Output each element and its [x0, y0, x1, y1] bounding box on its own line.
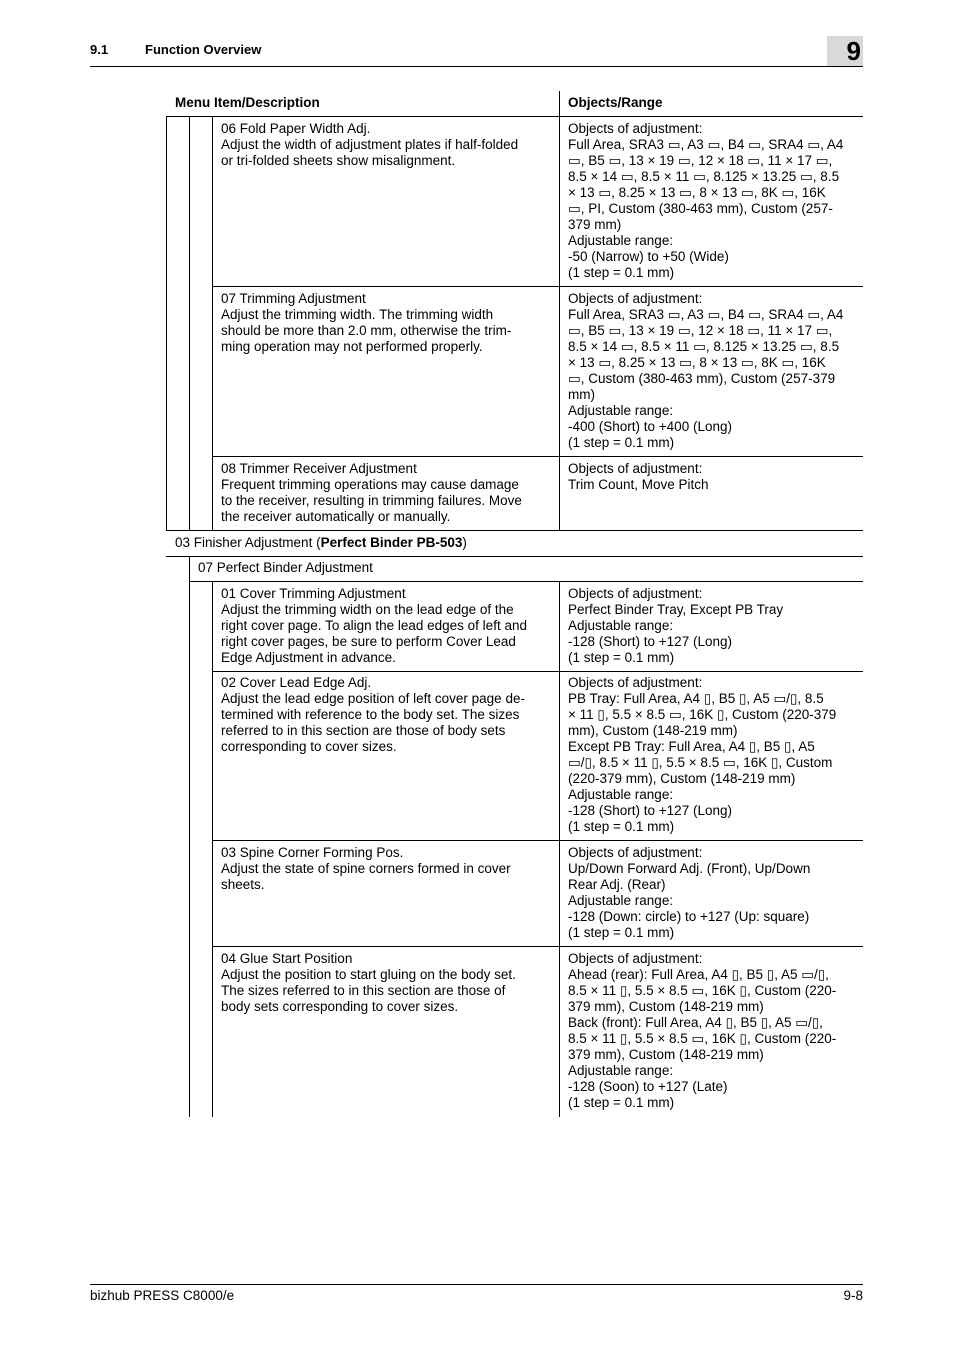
table-row-title: 03 Spine Corner Forming Pos.	[221, 845, 404, 860]
table-row-title: 08 Trimmer Receiver Adjustment	[221, 461, 417, 476]
chapter-badge: 9	[827, 36, 863, 66]
row-divider	[212, 946, 863, 947]
page-footer	[90, 1284, 863, 1315]
row-divider	[212, 840, 863, 841]
table-row-description: Adjust the position to start gluing on the body set. The sizes referred to in this section are those of body sets corresponding to cover sizes.	[221, 967, 516, 1014]
finisher-adjustment-label	[175, 535, 467, 551]
page-header	[90, 36, 863, 67]
column-divider-bottom	[559, 581, 560, 1117]
table-row-objects: Objects of adjustment: Up/Down Forward Adj. (Front), Up/Down Rear Adj. (Rear) Adjustable range: -128 (Down: circle) to +127 (Up: square) (1 step = 0.1 mm)	[568, 845, 811, 940]
table-row-title: 04 Glue Start Position	[221, 951, 353, 966]
table-row-objects: Objects of adjustment: Full Area, SRA3 ▭, A3 ▭, B4 ▭, SRA4 ▭, A4 ▭, B5 ▭, 13 × 19 ▭, 12 × 18 ▭, 11 × 17 ▭, 8.5 × 14 ▭, 8.5 × 11 ▭, 8.125 × 13.25 ▭, 8.5 × 13 ▭, 8.25 × 13 ▭, 8 × 13 ▭, 8K ▭, 16K ▭, Custom (380-463 mm), Custom (257-379 mm) Adjustable range: -400 (Short) to +400 (Long) (1 step = 0.1 mm)	[568, 291, 844, 450]
indent-line-a3	[212, 117, 213, 531]
perfect-binder-adjustment-label: 07 Perfect Binder Adjustment	[198, 560, 373, 575]
table-row-title: 06 Fold Paper Width Adj.	[221, 121, 371, 136]
table-row-title: 01 Cover Trimming Adjustment	[221, 586, 406, 601]
col-header-objects-range: Objects/Range	[568, 95, 663, 110]
row-divider	[212, 456, 863, 457]
col-header-menu-item: Menu Item/Description	[175, 95, 320, 110]
table-row-description: Adjust the trimming width on the lead edge of the right cover page. To align the lead edges of left and right cover pages, be sure to perform Cover Lead Edge Adjustment in advance.	[221, 602, 527, 665]
table-row-title: 07 Trimming Adjustment	[221, 291, 366, 306]
product-name: bizhub PRESS C8000/e	[90, 1288, 235, 1303]
indent-line-a1	[166, 117, 167, 531]
row-divider	[166, 530, 863, 531]
table-header-row	[166, 91, 863, 117]
row-divider	[166, 556, 863, 557]
finisher-label-prefix: 03 Finisher Adjustment (	[175, 535, 321, 550]
table-row-description: Frequent trimming operations may cause damage to the receiver, resulting in trimming failures. Move the receiver automatically or manually.	[221, 477, 522, 524]
row-divider	[189, 581, 863, 582]
table-row-description: Adjust the state of spine corners formed in cover sheets.	[221, 861, 511, 892]
table-row-objects: Objects of adjustment: PB Tray: Full Area, A4 ▯, B5 ▯, A5 ▭/▯, 8.5 × 11 ▯, 5.5 × 8.5 ▭, 16K ▯, Custom (220-379 mm), Custom (148-219 mm) Except PB Tray: Full Area, A4 ▯, B5 ▯, A5 ▭/▯, 8.5 × 11 ▯, 5.5 × 8.5 ▭, 16K ▯, Custom (220-379 mm), Custom (148-219 mm) Adjustable range: -128 (Short) to +127 (Long) (1 step = 0.1 mm)	[568, 675, 837, 834]
table-row-description: Adjust the lead edge position of left cover page de- termined with reference to the body set. The sizes referred to in this section are those of body sets corresponding to cover sizes.	[221, 691, 525, 754]
table-row-description: Adjust the trimming width. The trimming width should be more than 2.0 mm, otherwise the trim- ming operation may not performed properly.	[221, 307, 512, 354]
table-row-objects: Objects of adjustment: Perfect Binder Tray, Except PB Tray Adjustable range: -128 (Short) to +127 (Long) (1 step = 0.1 mm)	[568, 586, 784, 665]
section-title: Function Overview	[145, 42, 262, 57]
finisher-label-model: Perfect Binder PB-503	[320, 535, 463, 550]
section-number: 9.1	[90, 42, 109, 57]
table-row-objects: Objects of adjustment: Trim Count, Move Pitch	[568, 461, 709, 492]
indent-line-a2	[189, 117, 190, 531]
column-divider-top	[559, 91, 560, 531]
row-divider	[212, 286, 863, 287]
table-row-objects: Objects of adjustment: Full Area, SRA3 ▭, A3 ▭, B4 ▭, SRA4 ▭, A4 ▭, B5 ▭, 13 × 19 ▭, 12 × 18 ▭, 11 × 17 ▭, 8.5 × 14 ▭, 8.5 × 11 ▭, 8.125 × 13.25 ▭, 8.5 × 13 ▭, 8.25 × 13 ▭, 8 × 13 ▭, 8K ▭, 16K ▭, PI, Custom (380-463 mm), Custom (257- 379 mm) Adjustable range: -50 (Narrow) to +50 (Wide) (1 step = 0.1 mm)	[568, 121, 844, 280]
indent-line-b1	[189, 556, 190, 1117]
table-row-objects: Objects of adjustment: Ahead (rear): Full Area, A4 ▯, B5 ▯, A5 ▭/▯, 8.5 × 11 ▯, 5.5 × 8.5 ▭, 16K ▯, Custom (220- 379 mm), Custom (148-219 mm) Back (front): Full Area, A4 ▯, B5 ▯, A5 ▭/▯, 8.5 × 11 ▯, 5.5 × 8.5 ▭, 16K ▯, Custom (220- 379 mm), Custom (148-219 mm) Adjustable range: -128 (Soon) to +127 (Late) (1 step = 0.1 mm)	[568, 951, 837, 1110]
table-row-title: 02 Cover Lead Edge Adj.	[221, 675, 372, 690]
finisher-label-suffix: )	[462, 535, 467, 550]
row-divider	[212, 671, 863, 672]
page-number: 9-8	[843, 1288, 863, 1303]
table-row-description: Adjust the width of adjustment plates if half-folded or tri-folded sheets show misalignment.	[221, 137, 519, 168]
indent-line-b2	[212, 581, 213, 1117]
